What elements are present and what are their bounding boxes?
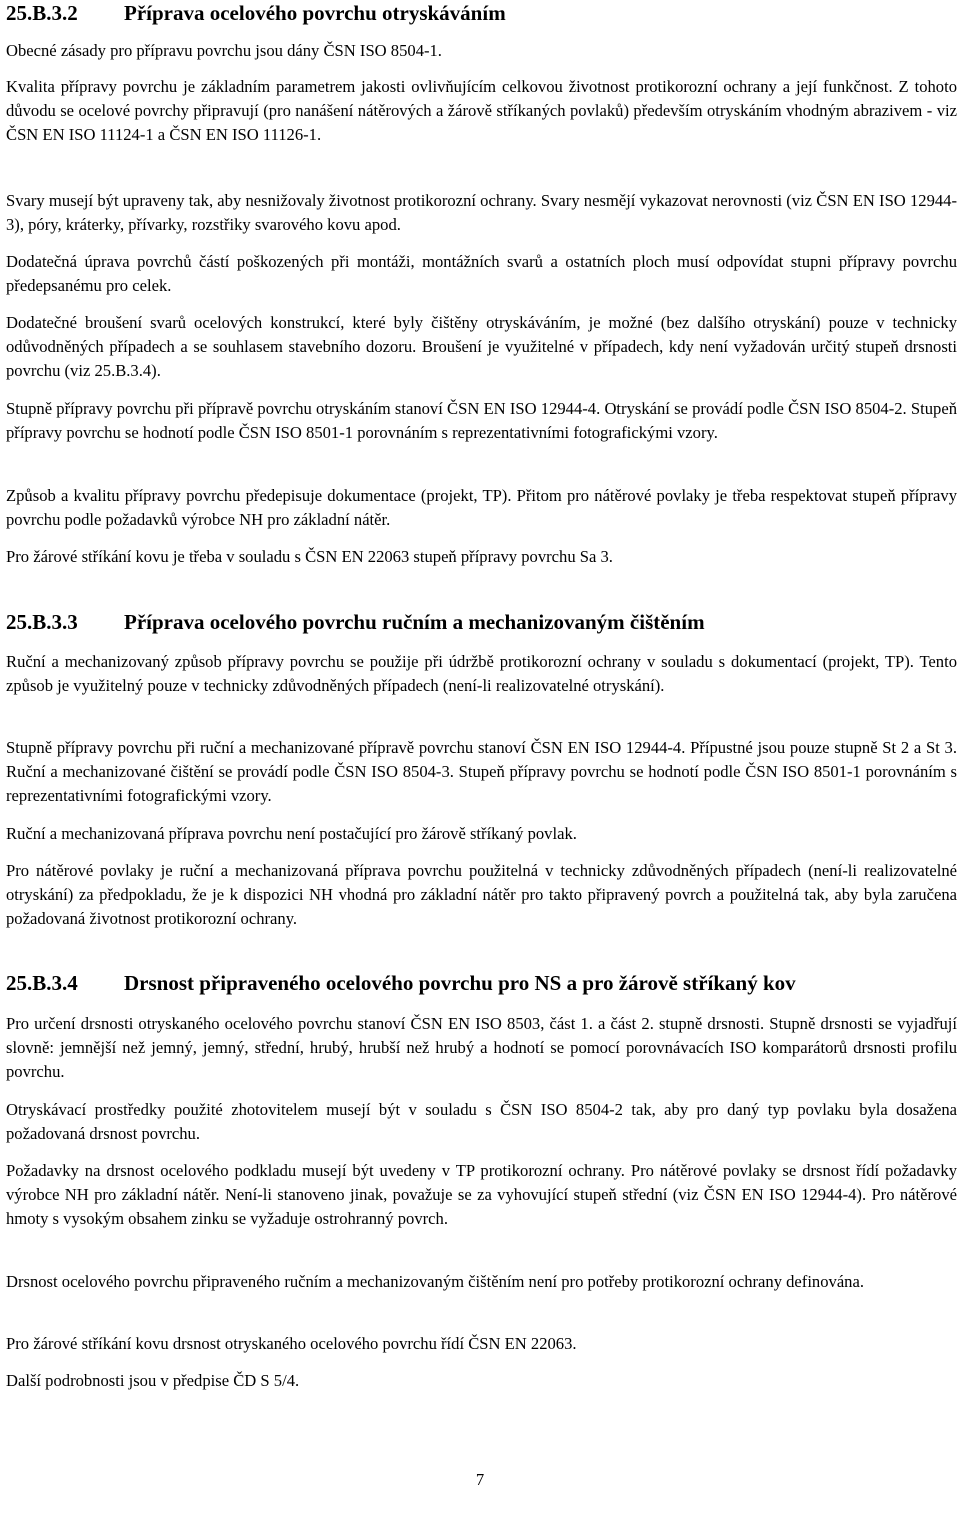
paragraph: Pro žárové stříkání kovu drsnost otryskaného ocelového povrchu řídí ČSN EN 22063.	[6, 1334, 577, 1353]
paragraph: Stupně přípravy povrchu při ruční a mechanizované přípravě povrchu stanoví ČSN EN ISO 12944-4. Přípustné jsou pouze stupně St 2 a St 3. Ruční a mechanizované čištění se provádí podle ČSN ISO 8504-3. Stupeň přípravy povrchu se hodnotí podle ČSN ISO 8501-1 porovnáním s reprezentativními fotografickými vzory.	[6, 738, 957, 806]
paragraph: Kvalita přípravy povrchu je základním parametrem jakosti ovlivňujícím celkovou životnost protikorozní ochrany a její funkčnost. Z tohoto důvodu se ocelové povrchy připravují (pro nanášení nátěrových a žárově stříkaných povlaků) především otryskáním vhodným abrazivem - viz ČSN EN ISO 11124-1 a ČSN EN ISO 11126-1.	[6, 77, 957, 145]
section-title: Příprava ocelového povrchu otryskáváním	[124, 1, 506, 25]
paragraph: Ruční a mechanizovaná příprava povrchu není postačující pro žárově stříkaný povlak.	[6, 824, 577, 843]
paragraph: Otryskávací prostředky použité zhotovitelem musejí být v souladu s ČSN ISO 8504-2 tak, aby pro daný typ povlaku byla dosažena požadovaná drsnost povrchu.	[6, 1100, 957, 1144]
section-heading	[6, 970, 796, 996]
section-number: 25.B.3.3	[6, 610, 78, 634]
paragraph: Požadavky na drsnost ocelového podkladu musejí být uvedeny v TP protikorozní ochrany. Pro nátěrové povlaky se drsnost řídí požadavky výrobce NH pro základní nátěr. Není-li stanoveno jinak, považuje se za vyhovující stupeň střední (viz ČSN EN ISO 12944-4). Pro nátěrové hmoty s vysokým obsahem zinku se vyžaduje ostrohranný povrch.	[6, 1161, 957, 1229]
paragraph: Drsnost ocelového povrchu připraveného ručním a mechanizovaným čištěním není pro potřeby protikorozní ochrany definována.	[6, 1272, 864, 1291]
section-title: Příprava ocelového povrchu ručním a mechanizovaným čištěním	[124, 610, 705, 634]
section-number: 25.B.3.4	[6, 971, 78, 995]
paragraph: Dodatečné broušení svarů ocelových konstrukcí, které byly čištěny otryskáváním, je možné (bez dalšího otryskání) pouze v technicky odůvodněných případech a se souhlasem stavebního dozoru. Broušení je využitelné v případech, kdy není vyžadován určitý stupeň drsnosti povrchu (viz 25.B.3.4).	[6, 313, 957, 381]
paragraph: Stupně přípravy povrchu při přípravě povrchu otryskáním stanoví ČSN EN ISO 12944-4. Otryskání se provádí podle ČSN ISO 8504-2. Stupeň přípravy povrchu se hodnotí podle ČSN ISO 8501-1 porovnáním s reprezentativními fotografickými vzory.	[6, 399, 957, 443]
paragraph: Pro určení drsnosti otryskaného ocelového povrchu stanoví ČSN EN ISO 8503, část 1. a část 2. stupně drsnosti. Stupně drsnosti se vyjadřují slovně: jemnější než jemný, jemný, střední, hrubý, hrubší než hrubý a hodnotí se pomocí porovnávacích ISO komparátorů drsnosti profilu povrchu.	[6, 1014, 957, 1082]
paragraph: Ruční a mechanizovaný způsob přípravy povrchu se použije při údržbě protikorozní ochrany v souladu s dokumentací (projekt, TP). Tento způsob je využitelný pouze v technicky zdůvodněných případech (není-li realizovatelné otryskání).	[6, 652, 957, 696]
paragraph: Způsob a kvalitu přípravy povrchu předepisuje dokumentace (projekt, TP). Přitom pro nátěrové povlaky je třeba respektovat stupeň přípravy povrchu podle požadavků výrobce NH pro základní nátěr.	[6, 486, 957, 530]
section-heading	[6, 609, 705, 635]
paragraph: Dodatečná úprava povrchů částí poškozených při montáži, montážních svarů a ostatních ploch musí odpovídat stupni přípravy povrchu předepsanému pro celek.	[6, 252, 957, 296]
section-title: Drsnost připraveného ocelového povrchu pro NS a pro žárově stříkaný kov	[124, 971, 796, 995]
paragraph: Obecné zásady pro přípravu povrchu jsou dány ČSN ISO 8504-1.	[6, 41, 442, 60]
section-heading	[6, 0, 506, 26]
paragraph: Pro žárové stříkání kovu je třeba v souladu s ČSN EN 22063 stupeň přípravy povrchu Sa 3.	[6, 547, 613, 566]
paragraph: Svary musejí být upraveny tak, aby nesnižovaly životnost protikorozní ochrany. Svary nesmějí vykazovat nerovnosti (viz ČSN EN ISO 12944-3), póry, kráterky, přívarky, rozstřiky svarového kovu apod.	[6, 191, 957, 235]
page-number: 7	[475, 1470, 485, 1489]
paragraph: Další podrobnosti jsou v předpise ČD S 5/4.	[6, 1371, 300, 1390]
section-number: 25.B.3.2	[6, 1, 78, 25]
paragraph: Pro nátěrové povlaky je ruční a mechanizovaná příprava povrchu použitelná v technicky zdůvodněných případech (není-li realizovatelné otryskání) za předpokladu, že je k dispozici NH vhodná pro základní nátěr pro takto připravený povrch a použitelná tak, aby byla zaručena požadovaná životnost protikorozní ochrany.	[6, 861, 957, 929]
